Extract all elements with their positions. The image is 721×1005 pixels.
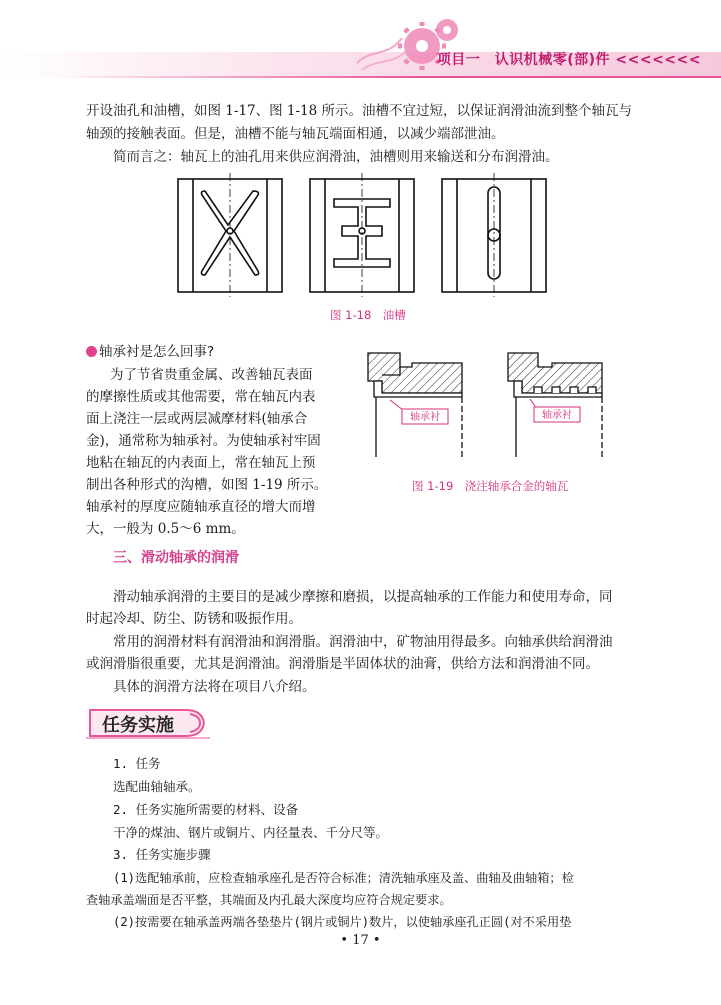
paragraph-line: 大，一般为 0.5～6 mm。 bbox=[86, 521, 245, 537]
task-line: 干净的煤油、钢片或铜片、内径量表、千分尺等。 bbox=[113, 825, 389, 840]
paragraph-line: 轴承衬的厚度应随轴承直径的增大而增 bbox=[86, 499, 316, 515]
question-heading bbox=[86, 341, 214, 363]
figure-caption: 图 1-19 浇注轴承合金的轴瓦 bbox=[412, 479, 569, 493]
question-text: 轴承衬是怎么回事? bbox=[99, 344, 215, 360]
paragraph-line: 滑动轴承润滑的主要目的是减少摩擦和磨损，以提高轴承的工作能力和使用寿命，同 bbox=[113, 589, 613, 605]
task-line: 3. 任务实施步骤 bbox=[113, 847, 211, 862]
task-line: 选配曲轴轴承。 bbox=[113, 779, 201, 794]
paragraph-line: 时起冷却、防尘、防锈和吸振作用。 bbox=[86, 611, 302, 627]
paragraph-line: 为了节省贵重金属、改善轴瓦表面 bbox=[110, 367, 313, 383]
task-line: 1. 任务 bbox=[113, 756, 161, 771]
oil-groove-figure bbox=[170, 173, 550, 298]
running-header-title: 项目一 认识机械零(部)件 <<<<<<< bbox=[436, 52, 701, 68]
bearing-liner-figure bbox=[362, 345, 632, 460]
paragraph-line: 或润滑脂很重要，尤其是润滑油。润滑脂是半固体状的油膏，供给方法和润滑油不同。 bbox=[86, 656, 599, 672]
bullet-dot-icon bbox=[86, 346, 97, 357]
paragraph-line: 开设油孔和油槽，如图 1-17、图 1-18 所示。油槽不宜过短，以保证润滑油流到整个轴瓦与 bbox=[86, 103, 633, 119]
task-line: (2)按需要在轴承盖两端各垫垫片(钢片或铜片)数片，以使轴承座孔正圆(对不采用垫 bbox=[113, 915, 572, 929]
liner-label-right: 轴承衬 bbox=[542, 410, 572, 421]
paragraph-line: 金)，通常称为轴承衬。为使轴承衬牢固 bbox=[86, 433, 321, 449]
paragraph-line: 制出各种形式的沟槽，如图 1-19 所示。 bbox=[86, 477, 328, 493]
paragraph-line: 简而言之：轴瓦上的油孔用来供应润滑油，油槽则用来输送和分布润滑油。 bbox=[113, 149, 559, 165]
paragraph-line: 面上浇注一层或两层减摩材料(轴承合 bbox=[86, 411, 308, 427]
liner-label-left: 轴承衬 bbox=[410, 412, 440, 423]
figure-caption: 图 1-18 油槽 bbox=[330, 308, 406, 322]
task-heading: 任务实施 bbox=[102, 715, 174, 736]
paragraph-line: 具体的润滑方法将在项目八介绍。 bbox=[113, 679, 316, 695]
paragraph-line: 轴颈的接触表面。但是，油槽不能与轴瓦端面相通，以减少端部泄油。 bbox=[86, 126, 505, 142]
paragraph-line: 地粘在轴瓦的内表面上，常在轴瓦上预 bbox=[86, 455, 316, 471]
paragraph-line: 常用的润滑材料有润滑油和润滑脂。润滑油中，矿物油用得最多。向轴承供给润滑油 bbox=[113, 634, 613, 650]
page-number: • 17 • bbox=[340, 933, 381, 948]
task-line: 查轴承盖端面是否平整，其端面及内孔最大深度均应符合规定要求。 bbox=[86, 893, 452, 907]
task-line: (1)选配轴承前，应检查轴承座孔是否符合标准；清洗轴承座及盖、曲轴及曲轴箱；检 bbox=[113, 871, 574, 885]
section-heading: 三、滑动轴承的润滑 bbox=[113, 550, 239, 566]
header-rule bbox=[60, 76, 721, 78]
task-line: 2. 任务实施所需要的材料、设备 bbox=[113, 802, 299, 817]
paragraph-line: 的摩擦性质或其他需要，常在轴瓦内表 bbox=[86, 389, 316, 405]
